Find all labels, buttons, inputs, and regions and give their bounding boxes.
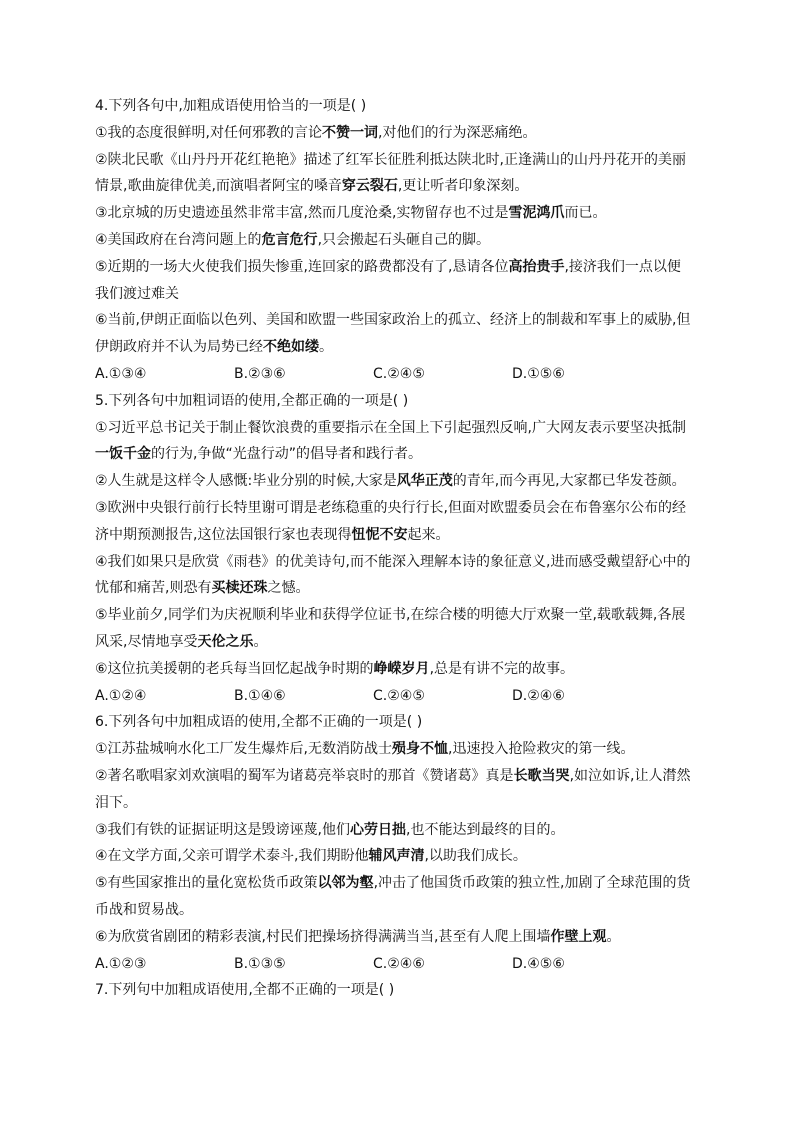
sentence-text: 之憾。 [267, 580, 310, 597]
sentence-line [95, 736, 705, 763]
sentence-text: ⑥当前,伊朗正面临以色列、美国和欧盟一些国家政治上的孤立、经济上的制裁和军事上的威胁,但 [95, 312, 691, 329]
bold-idiom: 辅风声清 [368, 848, 425, 865]
sentence-line [95, 173, 705, 200]
sentence-text: 忧郁和痛苦,则恐有 [95, 580, 212, 597]
sentence-line [95, 441, 705, 468]
sentence-text: ②人生就是这样令人感慨:毕业分别的时候,大家是 [95, 473, 397, 490]
sentence-text: ③北京城的历史遗迹虽然非常丰富,然而几度沧桑,实物留存也不过是 [95, 205, 509, 222]
sentence-line [95, 147, 705, 174]
sentence-line [95, 897, 705, 924]
bold-idiom: 一饭千金 [95, 446, 151, 463]
sentence-line [95, 549, 705, 576]
answer-option: C.②④⑤ [373, 365, 425, 382]
sentence-text: ,总是有讲不完的故事。 [429, 660, 575, 677]
bold-idiom: 心劳日拙 [350, 821, 406, 838]
question-stem: 5.下列各句中加粗词语的使用,全都正确的一项是( ) [95, 392, 409, 409]
question-stem: 4.下列各句中,加粗成语使用恰当的一项是( ) [95, 98, 367, 114]
answer-option: D.②④⑥ [512, 687, 565, 704]
bold-idiom: 峥嵘岁月 [373, 660, 430, 677]
sentence-line [95, 575, 705, 602]
sentence-text: 伊朗政府并不认为局势已经 [95, 339, 263, 356]
sentence-line [95, 200, 705, 227]
sentence-text: 起来。 [407, 526, 450, 543]
bold-idiom: 作壁上观 [550, 928, 607, 945]
sentence-text: ②著名歌唱家刘欢演唱的蜀军为诸葛亮举哀时的那首《赞诸葛》真是 [95, 767, 514, 784]
bold-idiom: 买椟还珠 [211, 580, 268, 597]
question-stem: 6.下列各句中加粗成语的使用,全都不正确的一项是( ) [95, 714, 423, 731]
sentence-text: ,更让听者印象深刻。 [397, 178, 529, 195]
sentence-text: ⑥这位抗美援朝的老兵每当回忆起战争时期的 [95, 660, 374, 677]
answer-option: D.①⑤⑥ [512, 365, 565, 382]
sentence-text: ①习近平总书记关于制止餐饮浪费的重要指示在全国上下引起强烈反响,广大网友表示要坚决抵制 [95, 419, 686, 436]
sentence-line [95, 495, 705, 522]
bold-idiom: 雪泥鸿爪 [508, 205, 565, 222]
sentence-text: ②陕北民歌《山丹丹开花红艳艳》描述了红军长征胜利抵达陕北时,正逢满山的山丹丹花开的美丽 [95, 151, 686, 168]
sentence-text: ④美国政府在台湾问题上的 [95, 231, 262, 248]
sentence-text: 情景,歌曲旋律优美,而演唱者阿宝的嗓音 [95, 178, 342, 195]
sentence-text: 。 [319, 339, 333, 356]
sentence-line [95, 522, 705, 549]
sentence-text: 我们渡过难关 [95, 285, 179, 302]
sentence-text: ,也不能达到最终的目的。 [406, 821, 565, 838]
sentence-text: ⑥为欣赏省剧团的精彩表演,村民们把操场挤得满满当当,甚至有人爬上围墙 [95, 928, 551, 945]
sentence-line [95, 334, 705, 361]
sentence-text: ⑤有些国家推出的量化宽松货币政策 [95, 875, 318, 892]
sentence-line [95, 790, 705, 817]
sentence-text: ,冲击了他国货币政策的独立性,加剧了全球范围的货 [373, 875, 691, 892]
answer-option: A.①③④ [95, 365, 147, 382]
question-list [95, 93, 705, 1004]
question-stem: 7.下列句中加粗成语使用,全都不正确的一项是( ) [95, 982, 395, 999]
answer-option: B.①④⑥ [234, 687, 286, 704]
bold-idiom: 不赞一词 [322, 124, 379, 141]
sentence-line [95, 924, 705, 951]
sentence-line [95, 843, 705, 870]
sentence-line [95, 629, 705, 656]
sentence-text: 风采,尽情地享受 [95, 633, 198, 650]
sentence-text: 济中期预测报告,这位法国银行家也表现得 [95, 526, 352, 543]
sentence-line [95, 307, 705, 334]
sentence-text: 。 [606, 928, 621, 945]
answer-option: D.④⑤⑥ [512, 955, 565, 972]
sentence-text: ④我们如果只是欣赏《雨巷》的优美诗句,而不能深入理解本诗的象征意义,进而感受戴望舒心中的 [95, 553, 691, 570]
answer-choices [95, 361, 705, 388]
bold-idiom: 风华正茂 [396, 473, 453, 490]
bold-idiom: 长歌当哭 [513, 767, 570, 784]
answer-choices [95, 951, 705, 978]
sentence-line [95, 415, 705, 442]
sentence-text: ①江苏盐城响水化工厂发生爆炸后,无数消防战士 [95, 741, 392, 758]
sentence-text: 。 [253, 633, 268, 650]
sentence-text: ,接济我们一点以便 [564, 258, 681, 275]
answer-option: A.①②④ [95, 687, 147, 704]
answer-option: C.②④⑥ [373, 955, 425, 972]
bold-idiom: 殒身不恤 [392, 741, 448, 758]
sentence-text: ⑤近期的一场大火使我们损失惨重,连回家的路费都没有了,恳请各位 [95, 258, 509, 275]
answer-choices [95, 683, 705, 710]
bold-idiom: 危言危行 [261, 231, 318, 248]
sentence-line [95, 254, 705, 281]
sentence-text: ③我们有铁的证据证明这是毁谤诬蔑,他们 [95, 821, 350, 838]
answer-option: C.②④⑤ [373, 687, 425, 704]
bold-idiom: 天伦之乐 [197, 633, 254, 650]
sentence-line [95, 602, 705, 629]
sentence-line [95, 763, 705, 790]
sentence-text: ④在文学方面,父亲可谓学术泰斗,我们期盼他 [95, 848, 369, 865]
sentence-text: ,对他们的行为深恶痛绝。 [378, 124, 537, 141]
bold-idiom: 以邻为壑 [317, 875, 374, 892]
sentence-line [95, 281, 705, 308]
sentence-text: 泪下。 [95, 794, 137, 811]
sentence-line [95, 817, 705, 844]
sentence-text: 币战和贸易战。 [95, 901, 193, 918]
sentence-text: ,以助我们成长。 [424, 848, 527, 865]
sentence-line [95, 120, 705, 147]
sentence-line [95, 870, 705, 897]
sentence-text: ,如泣如诉,让人潸然 [569, 767, 691, 784]
sentence-line [95, 227, 705, 254]
sentence-text: ,迅速投入抢险救灾的第一线。 [448, 741, 635, 758]
answer-option: B.①③⑤ [234, 955, 286, 972]
sentence-text: 的青年,而今再见,大家都已华发苍颜。 [452, 473, 686, 490]
sentence-text: 的行为,争做“光盘行动”的倡导者和践行者。 [151, 446, 422, 463]
bold-idiom: 高抬贵手 [508, 258, 565, 275]
answer-option: B.②③⑥ [234, 365, 286, 382]
sentence-text: ⑤毕业前夕,同学们为庆祝顺利毕业和获得学位证书,在综合楼的明德大厅欢聚一堂,载歌载舞,各展 [95, 607, 686, 624]
bold-idiom: 忸怩不安 [351, 526, 408, 543]
bold-idiom: 穿云裂石 [341, 178, 398, 195]
sentence-text: 而已。 [564, 205, 607, 222]
answer-option: A.①②③ [95, 955, 147, 972]
sentence-line [95, 468, 705, 495]
sentence-text: ,只会搬起石头砸自己的脚。 [317, 231, 491, 248]
sentence-text: ①我的态度很鲜明,对任何邪教的言论 [95, 124, 323, 141]
sentence-line [95, 656, 705, 683]
bold-idiom: 不绝如缕 [263, 339, 319, 356]
sentence-text: ③欧洲中央银行前行长特里谢可谓是老练稳重的央行行长,但面对欧盟委员会在布鲁塞尔公布的经 [95, 499, 686, 516]
